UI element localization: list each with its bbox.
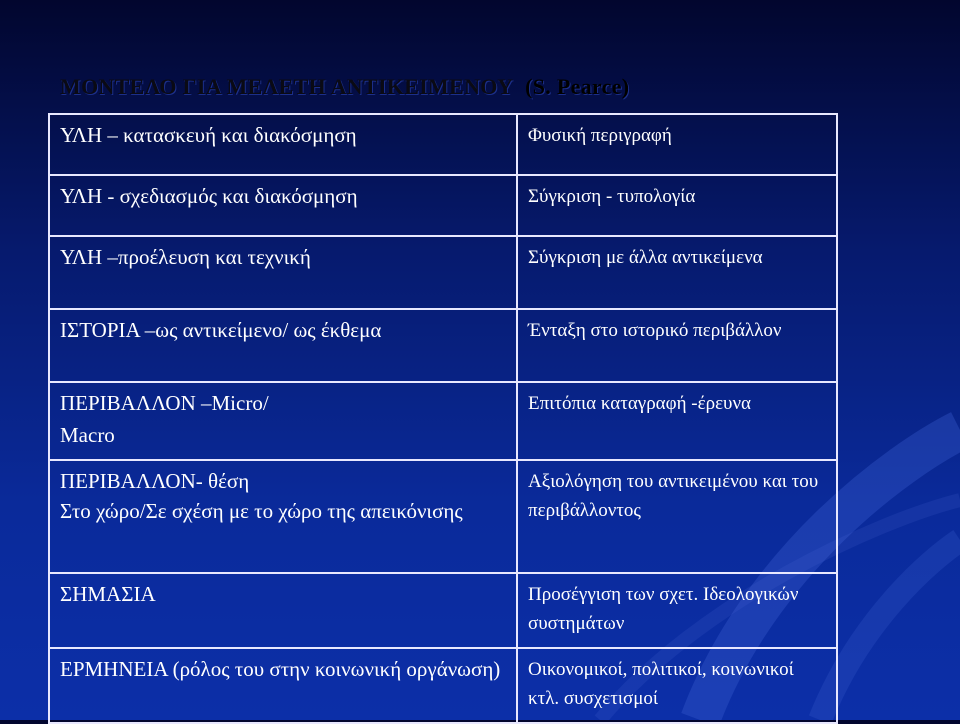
cell-method: Σύγκριση - τυπολογία bbox=[517, 175, 837, 236]
title-source: (S. Pearce) bbox=[525, 74, 630, 99]
model-table bbox=[48, 113, 838, 724]
table-row bbox=[49, 460, 837, 573]
aspect-subtext: Στο χώρο/Σε σχέση με το χώρο της απεικόνισης bbox=[60, 499, 463, 523]
table-row bbox=[49, 648, 837, 723]
cell-aspect bbox=[49, 309, 517, 382]
aspect-text: ΥΛΗ –προέλευση και τεχνική bbox=[60, 245, 311, 269]
aspect-text: ΕΡΜΗΝΕΙΑ (ρόλος του στην κοινωνική οργάνωση) bbox=[60, 657, 501, 681]
slide-title bbox=[60, 74, 629, 100]
table-row bbox=[49, 236, 837, 309]
cell-method: Ένταξη στο ιστορικό περιβάλλον bbox=[517, 309, 837, 382]
aspect-text: ΠΕΡΙΒΑΛΛΟΝ- θέση bbox=[60, 469, 250, 493]
cell-aspect bbox=[49, 648, 517, 723]
aspect-text: ΠΕΡΙΒΑΛΛΟΝ –Micro/ bbox=[60, 391, 269, 415]
table-row bbox=[49, 573, 837, 648]
table-row bbox=[49, 382, 837, 460]
aspect-text: ΥΛΗ – κατασκευή και διακόσμηση bbox=[60, 123, 357, 147]
table-row bbox=[49, 175, 837, 236]
cell-method: Επιτόπια καταγραφή -έρευνα bbox=[517, 382, 837, 460]
table-row bbox=[49, 309, 837, 382]
cell-aspect bbox=[49, 573, 517, 648]
cell-method: Σύγκριση με άλλα αντικείμενα bbox=[517, 236, 837, 309]
aspect-text: ΙΣΤΟΡΙΑ –ως αντικείμενο/ ως έκθεμα bbox=[60, 318, 382, 342]
cell-aspect bbox=[49, 175, 517, 236]
cell-aspect bbox=[49, 236, 517, 309]
cell-aspect bbox=[49, 460, 517, 573]
table-row bbox=[49, 114, 837, 175]
aspect-text: ΣΗΜΑΣΙΑ bbox=[60, 582, 156, 606]
cell-method: Προσέγγιση των σχετ. Ιδεολογικών συστημάτων bbox=[517, 573, 837, 648]
title-main: ΜΟΝΤΕΛΟ ΓΙΑ ΜΕΛΕΤΗ ΑΝΤΙΚΕΙΜΕΝΟΥ bbox=[60, 74, 514, 99]
cell-aspect bbox=[49, 114, 517, 175]
cell-method: Φυσική περιγραφή bbox=[517, 114, 837, 175]
aspect-text: ΥΛΗ - σχεδιασμός και διακόσμηση bbox=[60, 184, 358, 208]
cell-aspect bbox=[49, 382, 517, 460]
cell-method: Οικονομικοί, πολιτικοί, κοινωνικοί κτλ. συσχετισμοί bbox=[517, 648, 837, 723]
cell-method: Αξιολόγηση του αντικειμένου και του περιβάλλοντος bbox=[517, 460, 837, 573]
aspect-subtext: Macro bbox=[60, 423, 115, 447]
